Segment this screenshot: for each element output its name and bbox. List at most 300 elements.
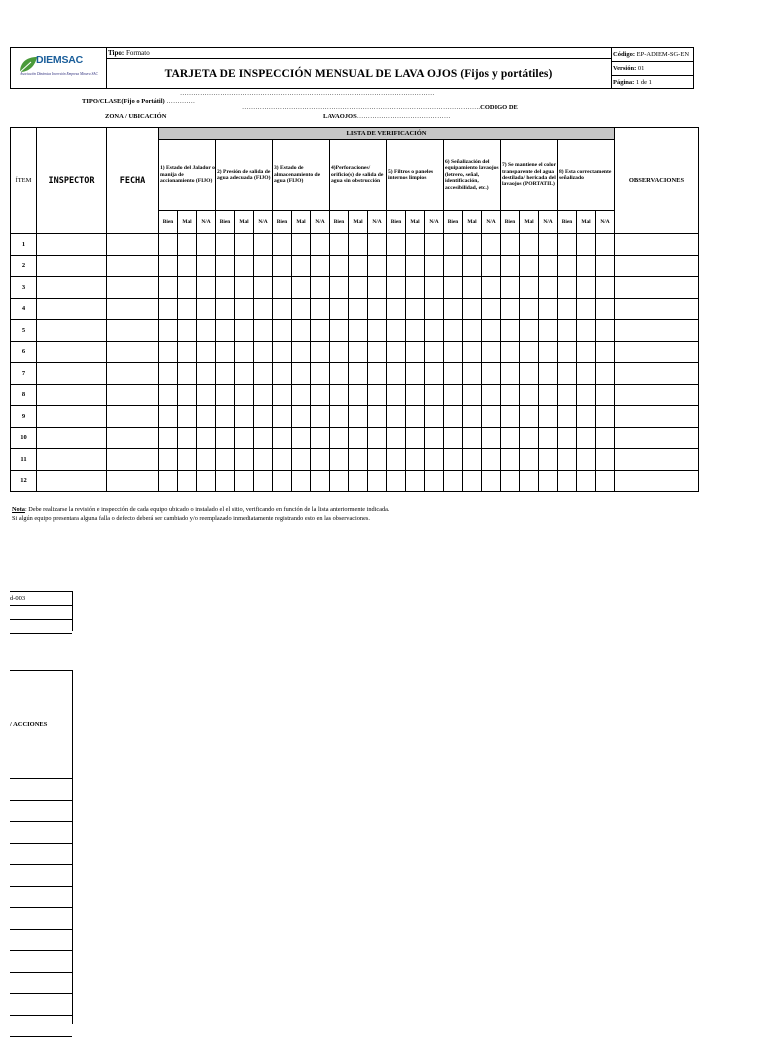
check-cell[interactable] (178, 384, 197, 406)
check-cell[interactable] (387, 320, 406, 342)
check-cell[interactable] (368, 255, 387, 277)
check-cell[interactable] (539, 234, 558, 256)
observaciones-cell[interactable] (615, 406, 699, 428)
check-cell[interactable] (178, 234, 197, 256)
check-cell[interactable] (368, 363, 387, 385)
check-cell[interactable] (501, 363, 520, 385)
check-cell[interactable] (406, 234, 425, 256)
check-cell[interactable] (273, 470, 292, 492)
check-cell[interactable] (596, 298, 615, 320)
check-cell[interactable] (368, 320, 387, 342)
check-cell[interactable] (444, 341, 463, 363)
check-cell[interactable] (235, 449, 254, 471)
check-cell[interactable] (368, 406, 387, 428)
check-cell[interactable] (349, 320, 368, 342)
check-cell[interactable] (387, 427, 406, 449)
fecha-cell[interactable] (107, 255, 159, 277)
check-cell[interactable] (482, 427, 501, 449)
check-cell[interactable] (596, 277, 615, 299)
check-cell[interactable] (463, 341, 482, 363)
check-cell[interactable] (159, 298, 178, 320)
check-cell[interactable] (444, 470, 463, 492)
check-cell[interactable] (444, 277, 463, 299)
check-cell[interactable] (596, 363, 615, 385)
check-cell[interactable] (406, 406, 425, 428)
check-cell[interactable] (520, 406, 539, 428)
fecha-cell[interactable] (107, 427, 159, 449)
check-cell[interactable] (254, 406, 273, 428)
inspector-cell[interactable] (37, 363, 107, 385)
check-cell[interactable] (463, 277, 482, 299)
check-cell[interactable] (577, 277, 596, 299)
fecha-cell[interactable] (107, 320, 159, 342)
check-cell[interactable] (463, 320, 482, 342)
check-cell[interactable] (463, 384, 482, 406)
check-cell[interactable] (159, 449, 178, 471)
check-cell[interactable] (387, 384, 406, 406)
check-cell[interactable] (539, 427, 558, 449)
check-cell[interactable] (520, 427, 539, 449)
check-cell[interactable] (178, 470, 197, 492)
check-cell[interactable] (368, 298, 387, 320)
check-cell[interactable] (463, 234, 482, 256)
check-cell[interactable] (235, 363, 254, 385)
inspector-cell[interactable] (37, 298, 107, 320)
check-cell[interactable] (254, 277, 273, 299)
check-cell[interactable] (273, 234, 292, 256)
check-cell[interactable] (425, 449, 444, 471)
check-cell[interactable] (482, 406, 501, 428)
check-cell[interactable] (444, 427, 463, 449)
check-cell[interactable] (482, 277, 501, 299)
check-cell[interactable] (596, 320, 615, 342)
check-cell[interactable] (539, 277, 558, 299)
check-cell[interactable] (463, 406, 482, 428)
check-cell[interactable] (349, 449, 368, 471)
check-cell[interactable] (311, 277, 330, 299)
check-cell[interactable] (482, 298, 501, 320)
observaciones-cell[interactable] (615, 470, 699, 492)
check-cell[interactable] (254, 341, 273, 363)
check-cell[interactable] (197, 384, 216, 406)
check-cell[interactable] (178, 277, 197, 299)
check-cell[interactable] (558, 255, 577, 277)
fecha-cell[interactable] (107, 470, 159, 492)
check-cell[interactable] (539, 255, 558, 277)
check-cell[interactable] (501, 341, 520, 363)
check-cell[interactable] (558, 470, 577, 492)
check-cell[interactable] (387, 298, 406, 320)
check-cell[interactable] (273, 384, 292, 406)
check-cell[interactable] (311, 320, 330, 342)
check-cell[interactable] (273, 449, 292, 471)
check-cell[interactable] (482, 320, 501, 342)
check-cell[interactable] (292, 298, 311, 320)
inspector-cell[interactable] (37, 449, 107, 471)
inspector-cell[interactable] (37, 384, 107, 406)
check-cell[interactable] (425, 298, 444, 320)
check-cell[interactable] (596, 255, 615, 277)
check-cell[interactable] (577, 449, 596, 471)
check-cell[interactable] (254, 255, 273, 277)
check-cell[interactable] (235, 427, 254, 449)
check-cell[interactable] (216, 470, 235, 492)
check-cell[interactable] (292, 449, 311, 471)
fecha-cell[interactable] (107, 298, 159, 320)
check-cell[interactable] (558, 449, 577, 471)
check-cell[interactable] (596, 384, 615, 406)
inspector-cell[interactable] (37, 234, 107, 256)
check-cell[interactable] (425, 341, 444, 363)
check-cell[interactable] (197, 427, 216, 449)
check-cell[interactable] (368, 341, 387, 363)
check-cell[interactable] (406, 363, 425, 385)
observaciones-cell[interactable] (615, 277, 699, 299)
check-cell[interactable] (311, 298, 330, 320)
check-cell[interactable] (311, 341, 330, 363)
check-cell[interactable] (482, 449, 501, 471)
check-cell[interactable] (330, 298, 349, 320)
check-cell[interactable] (444, 298, 463, 320)
check-cell[interactable] (159, 341, 178, 363)
check-cell[interactable] (330, 277, 349, 299)
check-cell[interactable] (387, 341, 406, 363)
check-cell[interactable] (216, 363, 235, 385)
check-cell[interactable] (387, 277, 406, 299)
check-cell[interactable] (349, 255, 368, 277)
check-cell[interactable] (406, 298, 425, 320)
check-cell[interactable] (273, 363, 292, 385)
observaciones-cell[interactable] (615, 449, 699, 471)
fecha-cell[interactable] (107, 449, 159, 471)
check-cell[interactable] (159, 320, 178, 342)
check-cell[interactable] (273, 255, 292, 277)
check-cell[interactable] (501, 406, 520, 428)
check-cell[interactable] (216, 449, 235, 471)
check-cell[interactable] (197, 255, 216, 277)
check-cell[interactable] (197, 298, 216, 320)
check-cell[interactable] (178, 255, 197, 277)
check-cell[interactable] (482, 234, 501, 256)
check-cell[interactable] (539, 449, 558, 471)
check-cell[interactable] (387, 449, 406, 471)
inspector-cell[interactable] (37, 341, 107, 363)
check-cell[interactable] (463, 298, 482, 320)
check-cell[interactable] (273, 298, 292, 320)
check-cell[interactable] (159, 234, 178, 256)
check-cell[interactable] (273, 406, 292, 428)
observaciones-cell[interactable] (615, 384, 699, 406)
check-cell[interactable] (159, 255, 178, 277)
check-cell[interactable] (425, 255, 444, 277)
check-cell[interactable] (330, 470, 349, 492)
check-cell[interactable] (235, 234, 254, 256)
tipo-clase-field[interactable] (82, 98, 195, 105)
lavaojos-field[interactable] (323, 113, 451, 120)
check-cell[interactable] (368, 427, 387, 449)
check-cell[interactable] (558, 320, 577, 342)
check-cell[interactable] (520, 277, 539, 299)
check-cell[interactable] (311, 406, 330, 428)
check-cell[interactable] (577, 341, 596, 363)
inspector-cell[interactable] (37, 470, 107, 492)
check-cell[interactable] (406, 427, 425, 449)
check-cell[interactable] (216, 320, 235, 342)
check-cell[interactable] (501, 298, 520, 320)
check-cell[interactable] (292, 427, 311, 449)
check-cell[interactable] (178, 427, 197, 449)
check-cell[interactable] (254, 298, 273, 320)
check-cell[interactable] (425, 427, 444, 449)
check-cell[interactable] (463, 255, 482, 277)
check-cell[interactable] (539, 341, 558, 363)
check-cell[interactable] (197, 277, 216, 299)
check-cell[interactable] (596, 449, 615, 471)
check-cell[interactable] (330, 341, 349, 363)
check-cell[interactable] (273, 320, 292, 342)
check-cell[interactable] (197, 470, 216, 492)
check-cell[interactable] (520, 449, 539, 471)
check-cell[interactable] (520, 363, 539, 385)
check-cell[interactable] (368, 234, 387, 256)
check-cell[interactable] (577, 363, 596, 385)
check-cell[interactable] (596, 341, 615, 363)
check-cell[interactable] (463, 427, 482, 449)
check-cell[interactable] (501, 234, 520, 256)
check-cell[interactable] (197, 406, 216, 428)
check-cell[interactable] (254, 449, 273, 471)
check-cell[interactable] (444, 234, 463, 256)
check-cell[interactable] (368, 277, 387, 299)
check-cell[interactable] (425, 277, 444, 299)
check-cell[interactable] (520, 234, 539, 256)
check-cell[interactable] (387, 470, 406, 492)
check-cell[interactable] (577, 255, 596, 277)
check-cell[interactable] (178, 363, 197, 385)
check-cell[interactable] (444, 255, 463, 277)
check-cell[interactable] (330, 363, 349, 385)
check-cell[interactable] (520, 341, 539, 363)
check-cell[interactable] (254, 234, 273, 256)
check-cell[interactable] (235, 255, 254, 277)
fecha-cell[interactable] (107, 341, 159, 363)
check-cell[interactable] (387, 363, 406, 385)
check-cell[interactable] (292, 341, 311, 363)
fecha-cell[interactable] (107, 406, 159, 428)
check-cell[interactable] (425, 363, 444, 385)
check-cell[interactable] (596, 470, 615, 492)
check-cell[interactable] (482, 384, 501, 406)
check-cell[interactable] (292, 406, 311, 428)
fecha-cell[interactable] (107, 234, 159, 256)
check-cell[interactable] (159, 384, 178, 406)
observaciones-cell[interactable] (615, 427, 699, 449)
check-cell[interactable] (444, 320, 463, 342)
check-cell[interactable] (444, 363, 463, 385)
check-cell[interactable] (159, 470, 178, 492)
check-cell[interactable] (178, 341, 197, 363)
check-cell[interactable] (406, 341, 425, 363)
check-cell[interactable] (235, 320, 254, 342)
check-cell[interactable] (425, 470, 444, 492)
check-cell[interactable] (159, 277, 178, 299)
check-cell[interactable] (197, 363, 216, 385)
check-cell[interactable] (159, 406, 178, 428)
check-cell[interactable] (311, 255, 330, 277)
check-cell[interactable] (577, 384, 596, 406)
observaciones-cell[interactable] (615, 234, 699, 256)
check-cell[interactable] (501, 384, 520, 406)
check-cell[interactable] (577, 298, 596, 320)
codigo-de-field[interactable] (242, 104, 518, 111)
check-cell[interactable] (444, 406, 463, 428)
check-cell[interactable] (311, 449, 330, 471)
check-cell[interactable] (178, 320, 197, 342)
check-cell[interactable] (197, 341, 216, 363)
check-cell[interactable] (292, 470, 311, 492)
check-cell[interactable] (216, 406, 235, 428)
check-cell[interactable] (254, 427, 273, 449)
check-cell[interactable] (387, 406, 406, 428)
check-cell[interactable] (520, 470, 539, 492)
check-cell[interactable] (330, 449, 349, 471)
check-cell[interactable] (368, 470, 387, 492)
check-cell[interactable] (406, 255, 425, 277)
check-cell[interactable] (216, 277, 235, 299)
check-cell[interactable] (558, 363, 577, 385)
check-cell[interactable] (406, 384, 425, 406)
check-cell[interactable] (235, 384, 254, 406)
check-cell[interactable] (330, 255, 349, 277)
check-cell[interactable] (178, 406, 197, 428)
observaciones-cell[interactable] (615, 298, 699, 320)
check-cell[interactable] (197, 234, 216, 256)
check-cell[interactable] (501, 320, 520, 342)
check-cell[interactable] (311, 427, 330, 449)
check-cell[interactable] (178, 449, 197, 471)
check-cell[interactable] (596, 427, 615, 449)
check-cell[interactable] (406, 320, 425, 342)
check-cell[interactable] (159, 363, 178, 385)
check-cell[interactable] (254, 384, 273, 406)
check-cell[interactable] (330, 384, 349, 406)
check-cell[interactable] (235, 277, 254, 299)
check-cell[interactable] (520, 384, 539, 406)
check-cell[interactable] (273, 341, 292, 363)
check-cell[interactable] (292, 384, 311, 406)
check-cell[interactable] (425, 234, 444, 256)
inspector-cell[interactable] (37, 320, 107, 342)
check-cell[interactable] (482, 363, 501, 385)
check-cell[interactable] (501, 470, 520, 492)
check-cell[interactable] (539, 320, 558, 342)
inspector-cell[interactable] (37, 277, 107, 299)
check-cell[interactable] (501, 449, 520, 471)
check-cell[interactable] (406, 277, 425, 299)
check-cell[interactable] (558, 341, 577, 363)
check-cell[interactable] (463, 470, 482, 492)
check-cell[interactable] (292, 234, 311, 256)
check-cell[interactable] (539, 363, 558, 385)
check-cell[interactable] (387, 234, 406, 256)
inspector-cell[interactable] (37, 427, 107, 449)
check-cell[interactable] (216, 298, 235, 320)
check-cell[interactable] (577, 470, 596, 492)
check-cell[interactable] (482, 255, 501, 277)
check-cell[interactable] (330, 234, 349, 256)
inspector-cell[interactable] (37, 255, 107, 277)
check-cell[interactable] (577, 234, 596, 256)
check-cell[interactable] (254, 470, 273, 492)
check-cell[interactable] (558, 406, 577, 428)
check-cell[interactable] (596, 406, 615, 428)
check-cell[interactable] (558, 427, 577, 449)
check-cell[interactable] (349, 470, 368, 492)
check-cell[interactable] (520, 298, 539, 320)
check-cell[interactable] (292, 363, 311, 385)
check-cell[interactable] (558, 298, 577, 320)
check-cell[interactable] (539, 298, 558, 320)
check-cell[interactable] (425, 406, 444, 428)
check-cell[interactable] (425, 320, 444, 342)
check-cell[interactable] (558, 384, 577, 406)
fecha-cell[interactable] (107, 384, 159, 406)
check-cell[interactable] (197, 320, 216, 342)
check-cell[interactable] (463, 363, 482, 385)
check-cell[interactable] (558, 234, 577, 256)
check-cell[interactable] (273, 427, 292, 449)
observaciones-cell[interactable] (615, 341, 699, 363)
check-cell[interactable] (596, 234, 615, 256)
fecha-cell[interactable] (107, 363, 159, 385)
check-cell[interactable] (292, 255, 311, 277)
check-cell[interactable] (349, 427, 368, 449)
check-cell[interactable] (482, 470, 501, 492)
observaciones-cell[interactable] (615, 363, 699, 385)
check-cell[interactable] (216, 255, 235, 277)
inspector-cell[interactable] (37, 406, 107, 428)
check-cell[interactable] (387, 255, 406, 277)
check-cell[interactable] (368, 384, 387, 406)
check-cell[interactable] (254, 363, 273, 385)
check-cell[interactable] (577, 320, 596, 342)
check-cell[interactable] (311, 363, 330, 385)
check-cell[interactable] (520, 320, 539, 342)
check-cell[interactable] (330, 320, 349, 342)
fecha-cell[interactable] (107, 277, 159, 299)
check-cell[interactable] (558, 277, 577, 299)
check-cell[interactable] (349, 298, 368, 320)
check-cell[interactable] (330, 406, 349, 428)
observaciones-cell[interactable] (615, 255, 699, 277)
check-cell[interactable] (577, 406, 596, 428)
check-cell[interactable] (311, 384, 330, 406)
check-cell[interactable] (292, 277, 311, 299)
check-cell[interactable] (235, 406, 254, 428)
check-cell[interactable] (444, 384, 463, 406)
check-cell[interactable] (159, 427, 178, 449)
check-cell[interactable] (501, 255, 520, 277)
check-cell[interactable] (482, 341, 501, 363)
check-cell[interactable] (235, 341, 254, 363)
check-cell[interactable] (539, 406, 558, 428)
observaciones-cell[interactable] (615, 320, 699, 342)
check-cell[interactable] (501, 427, 520, 449)
check-cell[interactable] (501, 277, 520, 299)
check-cell[interactable] (216, 341, 235, 363)
check-cell[interactable] (216, 427, 235, 449)
check-cell[interactable] (368, 449, 387, 471)
